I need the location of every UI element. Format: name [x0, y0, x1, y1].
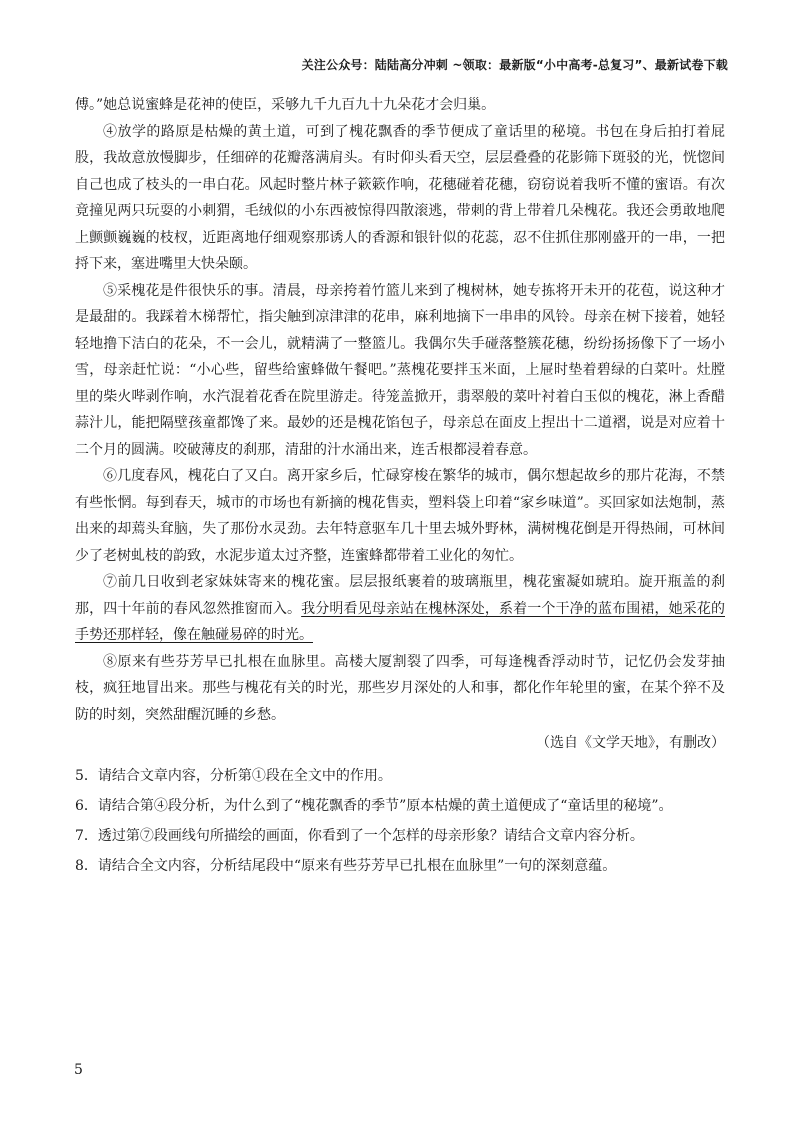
paragraph-4: ④放学的路原是枯燥的黄土道，可到了槐花飘香的季节便成了童话里的秘境。书包在身后拍打着屁股，我故意放慢脚步，任细碎的花瓣落满肩头。有时仰头看天空，层层叠叠的花影筛下斑驳的光，恍惚间自己也成了枝头的一串白花。风起时整片林子簌簌作响，花穗碰着花穗，窃窃说着我听不懂的蜜语。有次竟撞见两只玩耍的小刺猬，毛绒似的小东西被惊得四散滚逃，带刺的背上带着几朵槐花。我还会勇敢地爬上颤颤巍巍的枝杈，近距离地仔细观察那诱人的香源和银针似的花蕊，忍不住抓住那刚盛开的一串，一把捋下来，塞进嘴里大快朵颐。 [75, 123, 725, 272]
page-header: 关注公众号：陆陆高分冲刺 ~领取：最新版“小中高考-总复习”、最新试卷下载 [301, 58, 728, 72]
paragraph-7-text: ⑦前几日收到老家妹妹寄来的槐花蜜。层层报纸裹着的玻璃瓶里，槐花蜜凝如琥珀。旋开瓶盖的刹那，四十年前的春风忽然推窗而入。 [75, 574, 725, 617]
underlined-sentence: 我分明看见母亲站在槐林深处，系着一个干净的蓝布围裙，她采花的手势还那样轻，像在触碰易碎的时光。 [75, 600, 726, 643]
paragraph-6: ⑥几度春风，槐花白了又白。离开家乡后，忙碌穿梭在繁华的城市，偶尔想起故乡的那片花海，不禁有些怅惘。每到春天，城市的市场也有新摘的槐花售卖，塑料袋上印着“家乡味道”。买回家如法炮制，蒸出来的却蔫头耷脑，失了那份水灵劲。去年特意驱车几十里去城外野林，满树槐花倒是开得热闹，可林间少了老树虬枝的韵致，水泥步道太过齐整，连蜜蜂都带着工业化的匆忙。 [75, 468, 725, 564]
question-5: 5．请结合文章内容，分析第①段在全文中的作用。 [75, 767, 392, 784]
paragraph-continued: 傅。”她总说蜜蜂是花神的使臣，采够九千九百九十九朵花才会归巢。 [75, 97, 496, 113]
question-8: 8．请结合全文内容，分析结尾段中“原来有些芬芳早已扎根在血脉里”一句的深刻意蕴。 [75, 857, 617, 874]
question-7: 7．透过第⑦段画线句所描绘的画面，你看到了一个怎样的母亲形象？请结合文章内容分析。 [75, 827, 644, 844]
question-list [75, 761, 725, 881]
page-number: 5 [74, 1062, 83, 1078]
question-6: 6．请结合第④段分析，为什么到了“槐花飘香的季节”原本枯燥的黄土道便成了“童话里的秘境”。 [75, 797, 673, 814]
paragraph-7 [75, 569, 725, 649]
paragraph-5: ⑤采槐花是件很快乐的事。清晨，母亲挎着竹篮儿来到了槐树林，她专拣将开未开的花苞，说这种才是最甜的。我踩着木梯帮忙，指尖触到凉津津的花串，麻利地摘下一串串的风铃。母亲在树下接着，她轻轻地撸下洁白的花朵，不一会儿，就精满了一整篮儿。我偶尔失手碰落整簇花穗，纷纷扬扬像下了一场小雪，母亲赶忙说：“小心些，留些给蜜蜂做午餐吧。”蒸槐花要拌玉米面，上屉时垫着碧绿的白菜叶。灶膛里的柴火哔剥作响，水汽混着花香在院里游走。待笼盖掀开，翡翠般的菜叶衬着白玉似的槐花，淋上香醋蒜汁儿，能把隔壁孩童都馋了来。最妙的还是槐花馅包子，母亲总在面皮上捏出十二道褶，说是对应着十二个月的圆满。咬破薄皮的刹那，清甜的汁水涌出来，连舌根都浸着春意。 [75, 282, 725, 458]
source-citation: （选自《文学天地》，有删改） [536, 735, 725, 751]
paragraph-8: ⑧原来有些芬芳早已扎根在血脉里。高楼大厦割裂了四季，可每逢槐香浮动时节，记忆仍会发芽抽枝，疯狂地冒出来。那些与槐花有关的时光，那些岁月深处的人和事，都化作年轮里的蜜，在某个猝不及防的时刻，突然甜醒沉睡的乡愁。 [75, 653, 725, 723]
article-body [75, 92, 725, 881]
